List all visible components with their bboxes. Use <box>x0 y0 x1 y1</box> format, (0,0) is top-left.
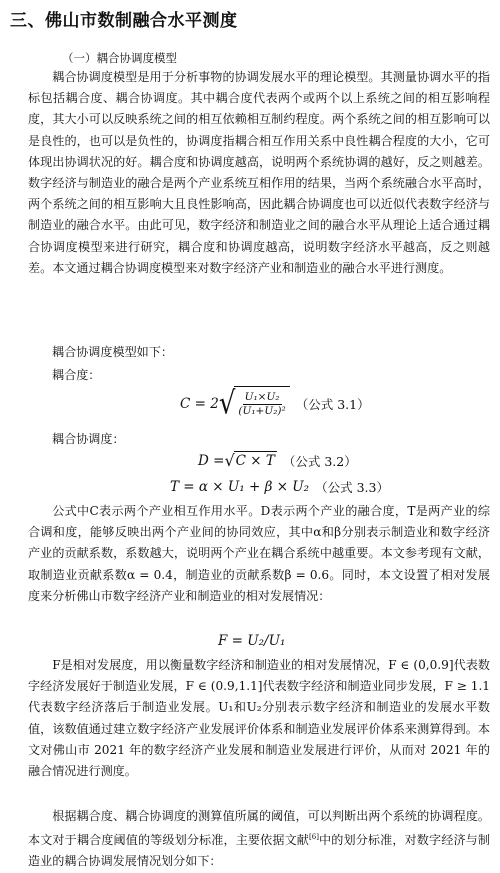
paragraph-model-description: 耦合协调度模型是用于分析事物的协调发展水平的理论模型。其测量协调水平的指标包括耦合度、耦合协调度。其中耦合度代表两个或两个以上系统之间的相互影响程度，其大小可以反映系统之间的相互依赖相互制约程度。两个系统之间的相互影响可以是良性的，也可以是负性的，协调度指耦合相互作用关系中良性耦合程度的大小，它可体现出协调状况的好。耦合度和协调度越高，说明两个系统协调的越好，反之则越差。数字经济与制造业的融合是两个产业系统互相作用的结果，当两个系统融合水平高时，两个系统之间的相互影响大且良性影响高，因此耦合协调度也可以近似代表数字经济与制造业的融合水平。由此可见，数字经济和制造业之间的融合水平从理论上适合通过耦合协调度模型来进行研究，耦合度和协调度越高，说明数字经济水平越高，反之则越差。本文通过耦合协调度模型来对数字经济产业和制造业的融合水平进行测度。 <box>28 70 490 275</box>
formula-3-3 <box>170 478 389 496</box>
subsection-title: （一）耦合协调度模型 <box>62 51 177 65</box>
paragraph-formula-explanation: 公式中C表示两个产业相互作用水平。D表示两个产业的融合度，T是两产业的综合调和度，能够反映出两个产业间的协同效应，其中α和β分别表示制造业和数字经济产业的贡献系数，系数越大，说明两个产业在耦合系统中越重要。本文参考现有文献，取制造业贡献系数α = 0.4，制造业的贡献系数β = 0.6。同时，本文设置了相对发展度来分析佛山市数字经济产业和制造业的相对发展情况： <box>28 504 490 603</box>
formula-3-1 <box>180 386 370 422</box>
coord-label: 耦合协调度： <box>52 432 125 446</box>
section-title: 三、佛山市数制融合水平测度 <box>10 11 238 31</box>
paragraph-threshold <box>28 806 490 873</box>
formula-3-1-numerator: U₁×U₂ <box>244 391 280 403</box>
formula-3-1-lhs: C = 2 <box>180 396 219 412</box>
paragraph-relative-development: F是相对发展度，用以衡量数字经济和制造业的相对发展情况，F ∈ (0,0.9]代表数字经济发展好于制造业发展，F ∈ (0.9,1.1]代表数字经济和制造业同步发展，F ≥ 1.1 代表数字经济落后于制造业发展。U₁和U₂分别表示数字经济和制造业的发展水平数值，该数值通过建立数字经济产业发展评价体系和制造业发展评价体系来测算得到。本文对佛山市 2021 年的数字经济产业发展和制造业发展进行评价，从而对 2021 年的融合情况进行测度。 <box>28 658 490 779</box>
formula-3-1-denominator: (U₁+U₂)² <box>238 405 286 417</box>
formula-3-2-radicand: C × T <box>235 453 275 469</box>
threshold-text-b: 中的划分标准，对数字经济与制造业的耦合协调发展情况划分如下： <box>28 833 490 869</box>
formula-relative-development <box>218 633 285 649</box>
formula-3-2 <box>198 451 357 471</box>
coupling-label: 耦合度： <box>52 368 101 382</box>
formula-3-1-sqrt: √ $\frac{\text{U₁×U₂}}{\text{(U₁+U₂)²}}$ <box>219 386 290 422</box>
formula-3-2-lhs: D = <box>198 453 225 469</box>
threshold-text-a: 根据耦合度、耦合协调度的测算值所属的阈值，可以判断出两个系统的协调程度。本文对于耦合度阈值的等级划分标准，主要依据文献 <box>28 809 490 848</box>
formula-3-3-tag: （公式 3.3） <box>315 480 389 495</box>
formula-3-2-sqrt: √ C × T <box>224 451 275 470</box>
formula-f-expr: F = U₂/U₁ <box>218 633 286 649</box>
citation-ref[interactable]: [6] <box>309 833 319 842</box>
formula-3-1-tag: （公式 3.1） <box>295 397 370 412</box>
formula-3-2-tag: （公式 3.2） <box>282 454 357 469</box>
formula-3-3-expr: T = α × U₁ + β × U₂ <box>170 479 310 495</box>
model-intro: 耦合协调度模型如下： <box>52 345 173 359</box>
